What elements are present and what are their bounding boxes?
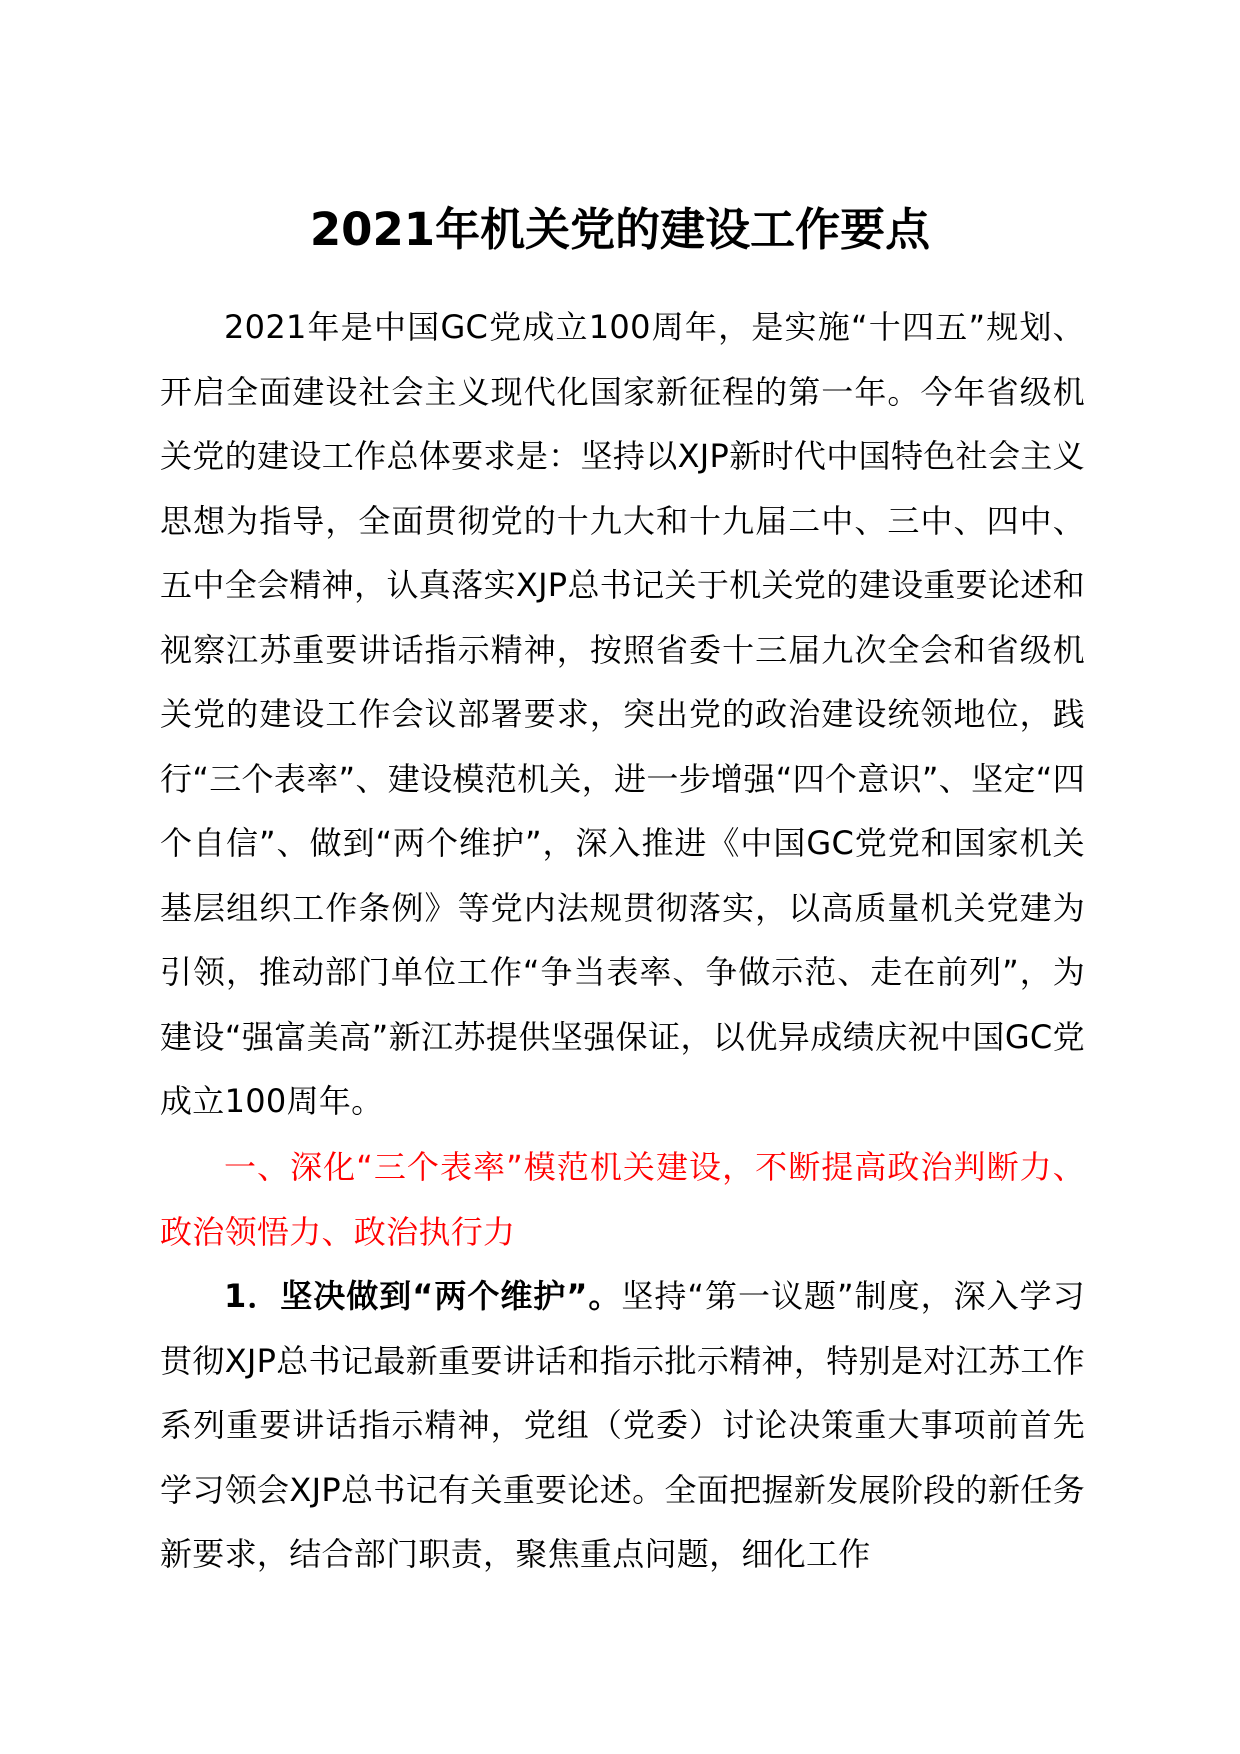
item-1-lead: 1．坚决做到“两个维护”。 [224,1277,622,1315]
item-1-paragraph [160,1264,1085,1587]
section-heading-1: 一、深化“三个表率”模范机关建设，不断提高政治判断力、政治领悟力、政治执行力 [160,1148,1085,1251]
document-title: 2021年机关党的建设工作要点 [309,203,931,256]
intro-paragraph: 2021年是中国GC党成立100周年，是实施“十四五”规划、开启全面建设社会主义现代化国家新征程的第一年。今年省级机关党的建设工作总体要求是：坚持以XJP新时代中国特色社会主义思想为指导，全面贯彻党的十九大和十九届二中、三中、四中、五中全会精神，认真落实XJP总书记关于机关党的建设重要论述和视察江苏重要讲话指示精神，按照省委十三届九次全会和省级机关党的建设工作会议部署要求，突出党的政治建设统领地位，践行“三个表率”、建设模范机关，进一步增强“四个意识”、坚定“四个自信”、做到“两个维护”，深入推进《中国GC党党和国家机关基层组织工作条例》等党内法规贯彻落实，以高质量机关党建为引领，推动部门单位工作“争当表率、争做示范、走在前列”，为建设“强富美高”新江苏提供坚强保证，以优异成绩庆祝中国GC党成立100周年。 [160,308,1085,1120]
item-1-text: 坚持“第一议题”制度，深入学习贯彻XJP总书记最新重要讲话和指示批示精神，特别是对江苏工作系列重要讲话指示精神，党组（党委）讨论决策重大事项前首先学习领会XJP总书记有关重要论述。全面把握新发展阶段的新任务新要求，结合部门职责，聚焦重点问题，细化工作 [160,1277,1085,1573]
